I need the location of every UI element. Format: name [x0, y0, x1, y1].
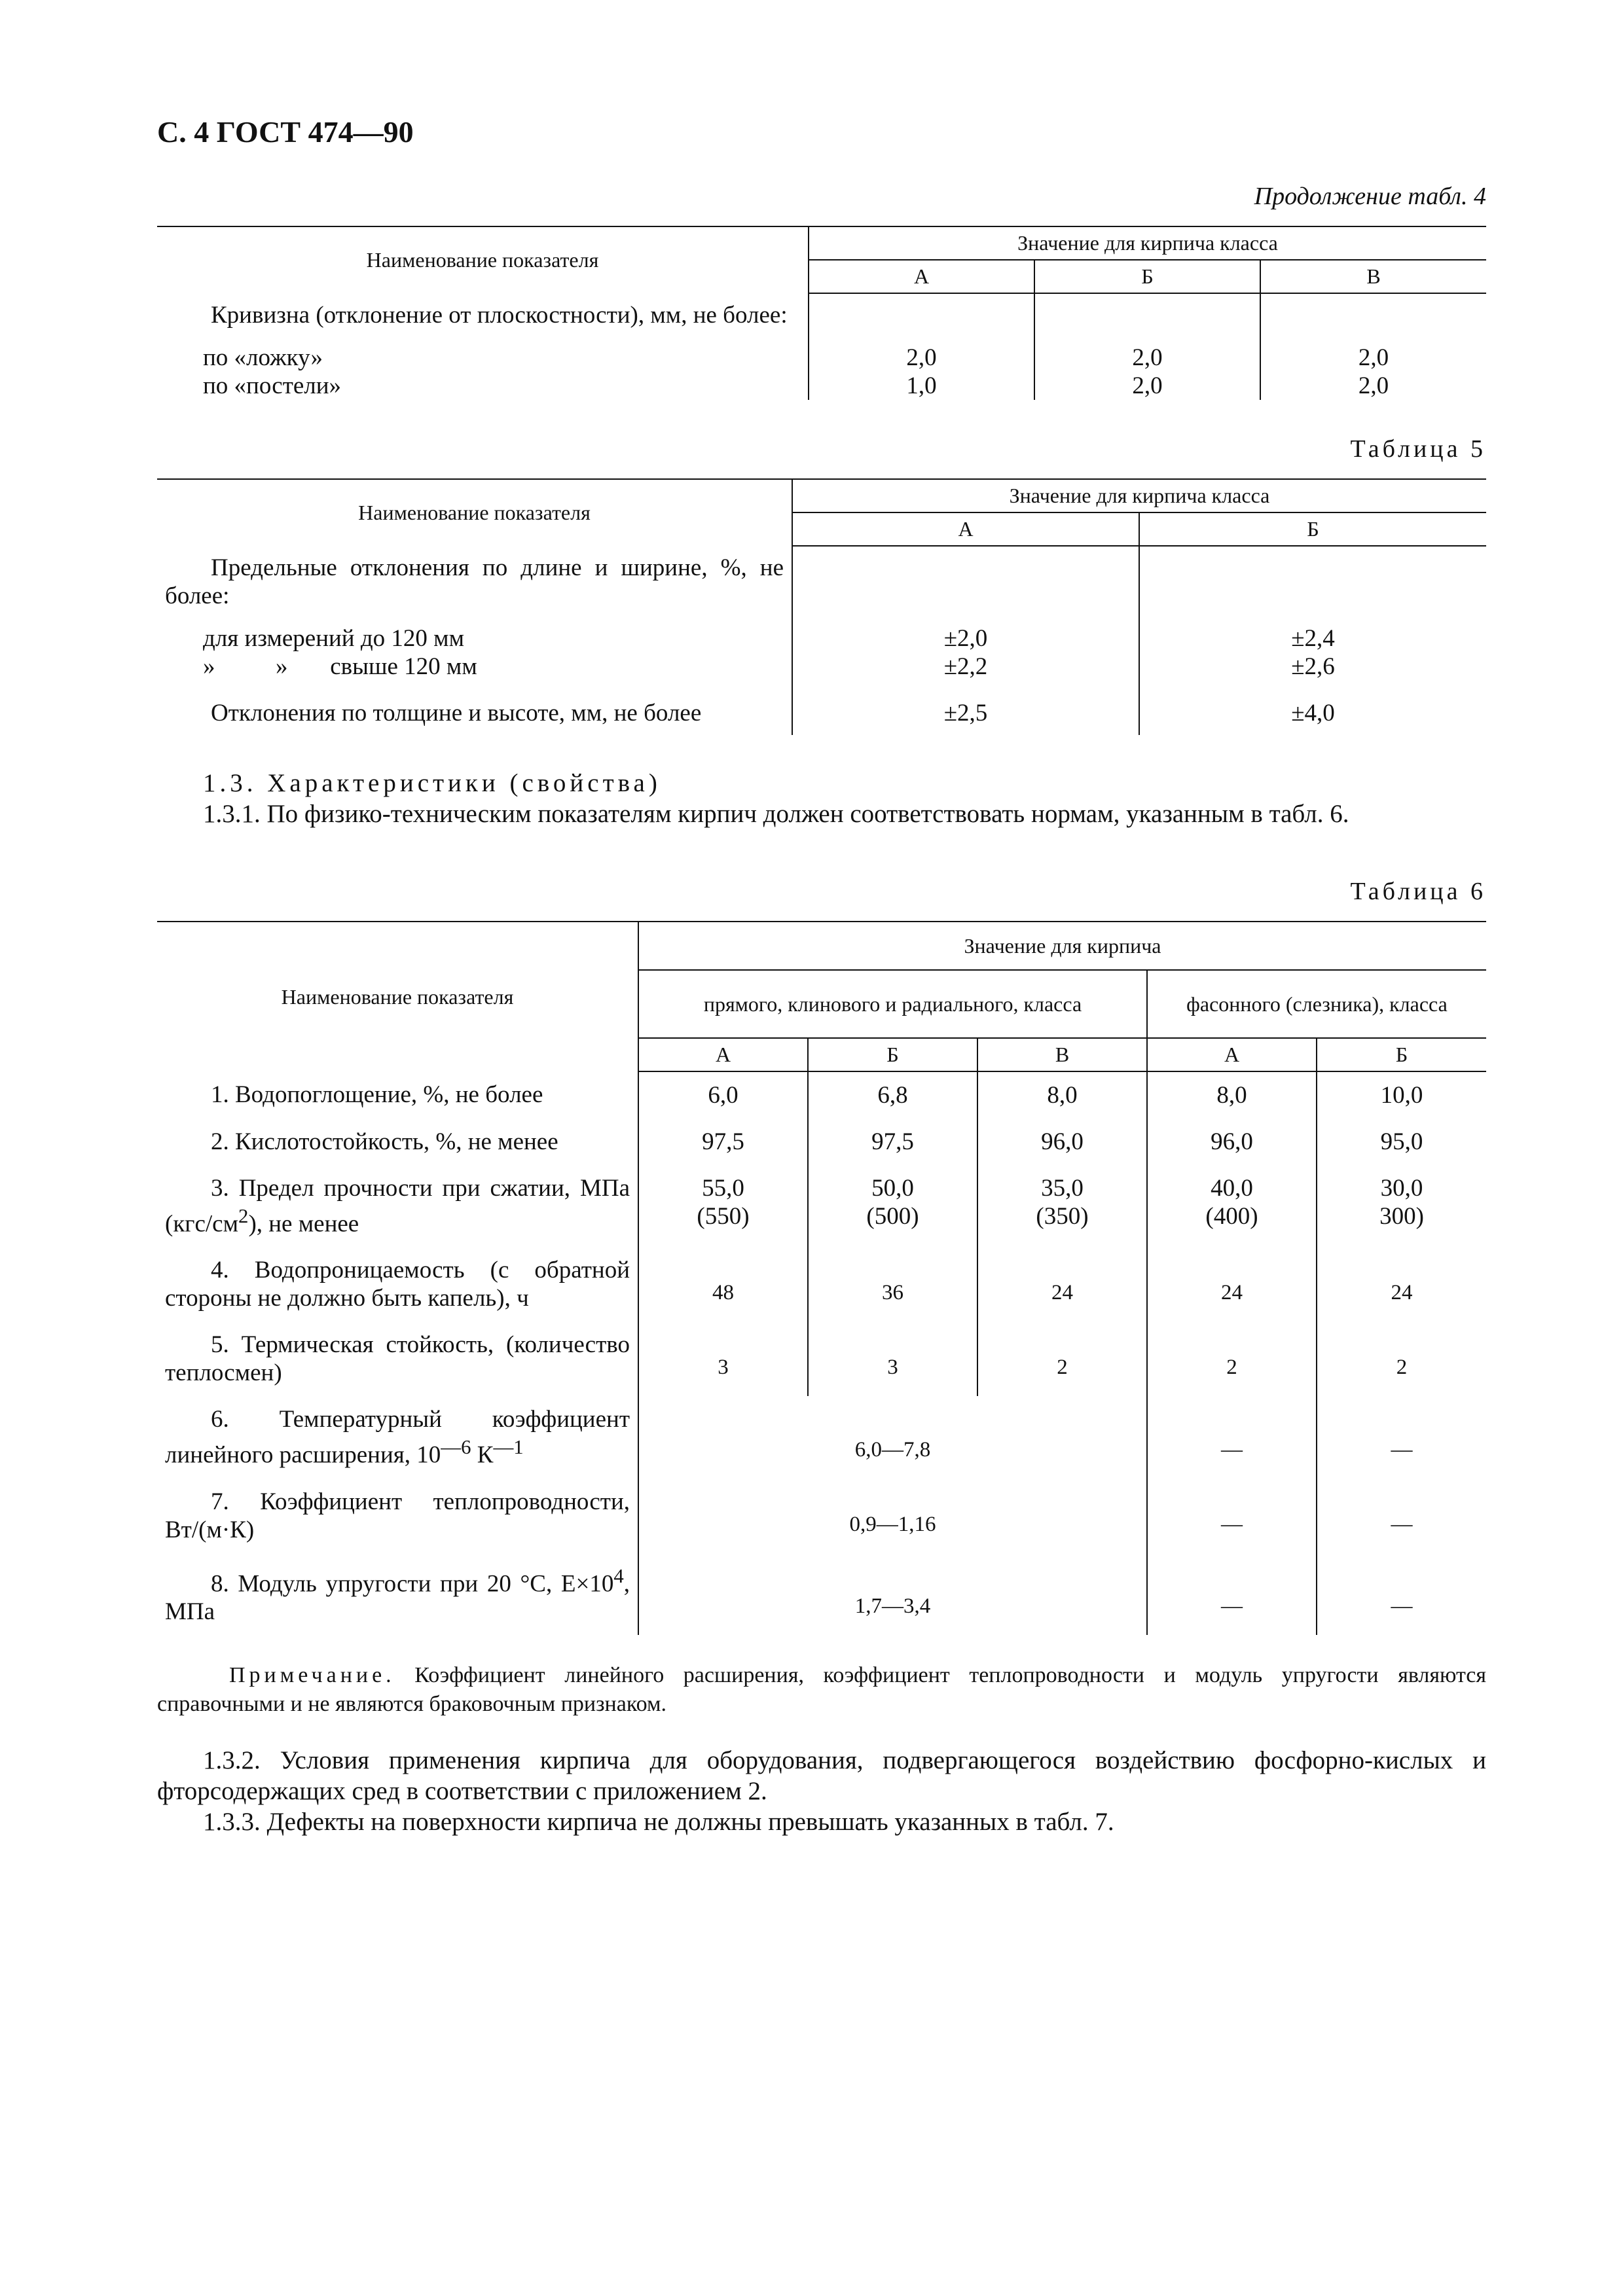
col-header-name: Наименование показателя [157, 226, 809, 293]
cell-value: ±4,0 [1139, 699, 1486, 735]
cell-value: 3 [808, 1321, 977, 1396]
table-row [157, 699, 1486, 735]
cell-value: 24 [977, 1247, 1147, 1321]
table-row [157, 1321, 1486, 1396]
cell-value: 50,0 (500) [808, 1165, 977, 1247]
cell-value: 2,0 [1034, 372, 1260, 400]
col-header-group: Значение для кирпича [638, 922, 1486, 970]
row-name: 3. Предел прочности при сжатии, МПа $(кгс/см^2)$, не менее [165, 1175, 630, 1238]
row-name: по «постели» [203, 372, 342, 399]
row-name: по «ложку» [203, 344, 323, 371]
cell-value: 40,0 (400) [1147, 1165, 1317, 1247]
cell-value: 10,0 [1317, 1071, 1486, 1119]
cell-value: 2,0 [1034, 344, 1260, 372]
cell-value: ±2,5 [792, 699, 1139, 735]
cell-value: 8,0 [1147, 1071, 1317, 1119]
cell-value: 2,0 [1260, 344, 1486, 372]
row-name: 6. Температурный коэффициент линейного расширения, $10^{—6}$ $К^{—1}$ [165, 1406, 630, 1469]
row-name: Предельные отклонения по длине и ширине, %, не более: [165, 554, 784, 609]
table-4 [157, 226, 1486, 400]
page-header: С. 4 ГОСТ 474—90 [157, 115, 414, 149]
col-header-class: В [977, 1038, 1147, 1071]
table-5 [157, 478, 1486, 735]
cell-value: 24 [1317, 1247, 1486, 1321]
cell-value: 96,0 [1147, 1119, 1317, 1165]
cell-value: 55,0 (550) [638, 1165, 808, 1247]
cell-value: 0,9—1,16 [638, 1479, 1147, 1553]
table-row [157, 293, 1486, 344]
cell-value: — [1317, 1479, 1486, 1553]
col-header-class: Б [1034, 260, 1260, 293]
page [157, 115, 1486, 1837]
col-header-class: Б [1317, 1038, 1486, 1071]
col-header-name: Наименование показателя [157, 922, 638, 1071]
col-header-name: Наименование показателя [157, 479, 792, 546]
col-header-class: А [1147, 1038, 1317, 1071]
note-label: Примечание. [229, 1662, 395, 1687]
cell-value: 24 [1147, 1247, 1317, 1321]
table-6 [157, 921, 1486, 1635]
cell-value: 2 [1147, 1321, 1317, 1396]
col-header-class: А [792, 512, 1139, 546]
cell-value: 2 [977, 1321, 1147, 1396]
row-name: для измерений до 120 мм [203, 625, 465, 652]
cell-value: 2,0 [809, 344, 1034, 372]
col-header-subgroup-b: фасонного (слезника), класса [1147, 970, 1486, 1038]
cell-value: 6,8 [808, 1071, 977, 1119]
row-name: 5. Термическая стойкость, (количество теплосмен) [165, 1331, 630, 1387]
col-header-subgroup-a: прямого, клинового и радиального, класса [638, 970, 1147, 1038]
cell-value: 48 [638, 1247, 808, 1321]
col-header-class: Б [808, 1038, 977, 1071]
table-row [157, 1071, 1486, 1119]
row-name: » » свыше 120 мм [203, 653, 477, 680]
row-name: 7. Коэффициент теплопроводности, Вт/(м·К) [165, 1488, 630, 1543]
note [157, 1661, 1486, 1719]
cell-value: 35,0 (350) [977, 1165, 1147, 1247]
col-header-class: Б [1139, 512, 1486, 546]
cell-value: — [1147, 1553, 1317, 1635]
cell-value: ±2,4 [1139, 624, 1486, 653]
row-name: 2. Кислотостойкость, %, не менее [211, 1128, 558, 1155]
paragraph-1-3-3: 1.3.3. Дефекты на поверхности кирпича не должны превышать указанных в табл. 7. [203, 1807, 1114, 1836]
cell-value: 95,0 [1317, 1119, 1486, 1165]
row-name: 4. Водопроницаемость (с обратной стороны не должно быть капель), ч [165, 1257, 630, 1312]
table-row [157, 1479, 1486, 1553]
table-row [157, 624, 1486, 653]
cell-value: — [1147, 1479, 1317, 1553]
table-row [157, 372, 1486, 400]
cell-value: 96,0 [977, 1119, 1147, 1165]
row-name: 1. Водопоглощение, %, не более [211, 1081, 543, 1108]
col-header-class: А [809, 260, 1034, 293]
cell-value: 2 [1317, 1321, 1486, 1396]
paragraph-1-3-2: 1.3.2. Условия применения кирпича для оборудования, подвергающегося воздействию фосфорно-кислых и фторсодержащих сред в соответствии с приложением 2. [157, 1746, 1486, 1805]
col-header-class: А [638, 1038, 808, 1071]
table-row [157, 653, 1486, 699]
cell-value: 1,7—3,4 [638, 1553, 1147, 1635]
cell-value: 6,0 [638, 1071, 808, 1119]
cell-value: ±2,6 [1139, 653, 1486, 699]
table-continuation-label: Продолжение табл. 4 [1254, 183, 1486, 210]
cell-value: 36 [808, 1247, 977, 1321]
table-6-caption: Таблица 6 [1350, 878, 1486, 905]
col-header-group: Значение для кирпича класса [792, 479, 1486, 512]
cell-value: 97,5 [638, 1119, 808, 1165]
table-5-caption: Таблица 5 [1350, 435, 1486, 463]
table-row [157, 1247, 1486, 1321]
cell-value: 8,0 [977, 1071, 1147, 1119]
table-row [157, 1553, 1486, 1635]
cell-value: 2,0 [1260, 372, 1486, 400]
note-text: Коэффициент линейного расширения, коэффициент теплопроводности и модуль упругости являются справочными и не являются браковочным признаком. [157, 1662, 1486, 1716]
row-name: Кривизна (отклонение от плоскостности), мм, не более: [211, 302, 788, 329]
section-title: 1.3. Характеристики (свойства) [203, 769, 661, 797]
cell-value: 30,0 300) [1317, 1165, 1486, 1247]
cell-value: ±2,0 [792, 624, 1139, 653]
cell-value: 3 [638, 1321, 808, 1396]
table-row [157, 1165, 1486, 1247]
row-name: 8. Модуль упругости при 20 °С, $Е\times 10^4$, МПа [165, 1564, 630, 1625]
paragraph-1-3-1: 1.3.1. По физико-техническим показателям кирпич должен соответствовать нормам, указанным в табл. 6. [203, 800, 1349, 828]
cell-value: — [1317, 1553, 1486, 1635]
col-header-class: В [1260, 260, 1486, 293]
table-6-body [157, 1071, 1486, 1635]
cell-value: ±2,2 [792, 653, 1139, 699]
cell-value: 97,5 [808, 1119, 977, 1165]
cell-value: 1,0 [809, 372, 1034, 400]
cell-value: 6,0—7,8 [638, 1396, 1147, 1478]
table-row [157, 1119, 1486, 1165]
row-name: Отклонения по толщине и высоте, мм, не более [211, 700, 702, 726]
col-header-group: Значение для кирпича класса [809, 226, 1486, 260]
table-row [157, 1396, 1486, 1478]
table-row [157, 344, 1486, 372]
table-row [157, 546, 1486, 624]
cell-value: — [1317, 1396, 1486, 1478]
cell-value: — [1147, 1396, 1317, 1478]
